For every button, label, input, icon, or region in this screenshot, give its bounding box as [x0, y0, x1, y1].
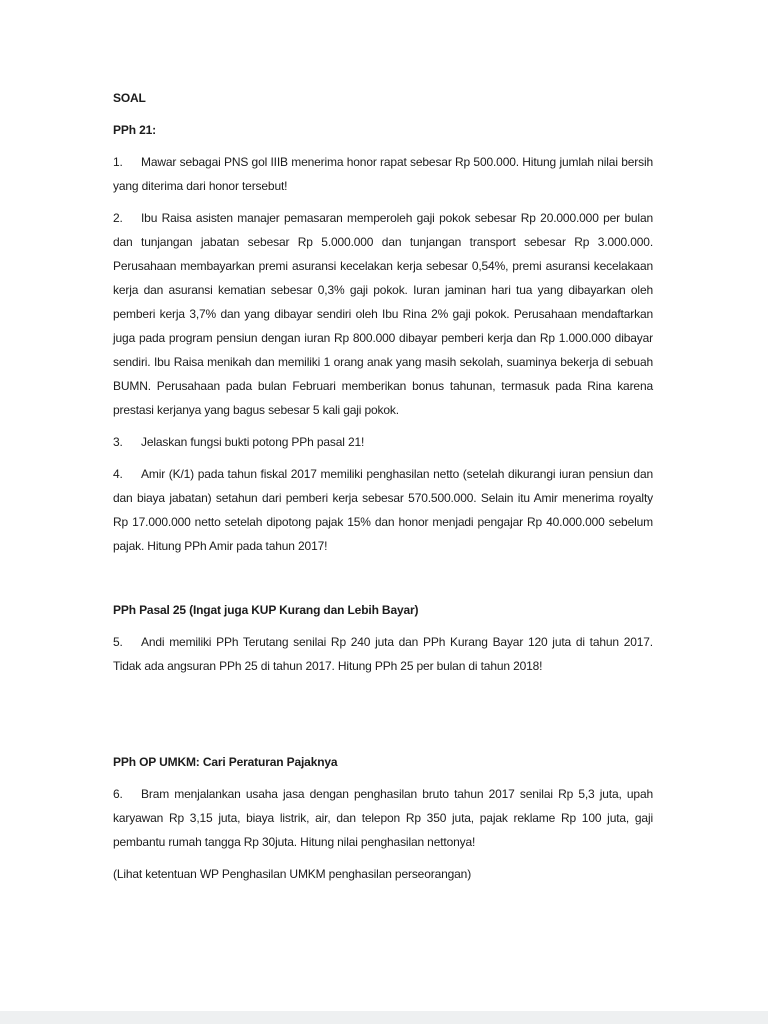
numbered-item — [113, 150, 653, 198]
page-bottom-edge — [0, 1011, 768, 1024]
document-content — [113, 86, 653, 894]
section-heading: PPh Pasal 25 (Ingat juga KUP Kurang dan Lebih Bayar) — [113, 603, 419, 617]
item-text: Jelaskan fungsi bukti potong PPh pasal 21! — [141, 435, 365, 449]
item-number: 6. — [113, 787, 123, 801]
numbered-item — [113, 206, 653, 422]
item-number: 2. — [113, 211, 123, 225]
item-number: 5. — [113, 635, 123, 649]
numbered-item — [113, 430, 653, 454]
numbered-item — [113, 462, 653, 558]
item-text: Andi memiliki PPh Terutang senilai Rp 240 juta dan PPh Kurang Bayar 120 juta di tahun 2017. Tidak ada angsuran PPh 25 di tahun 2017. Hitung PPh 25 per bulan di tahun 2018! — [113, 635, 653, 673]
paragraph-spacer — [113, 686, 653, 750]
note-paragraph: (Lihat ketentuan WP Penghasilan UMKM penghasilan perseorangan) — [113, 867, 472, 881]
item-number: 1. — [113, 155, 123, 169]
document-title: SOAL — [113, 91, 146, 105]
item-text: Mawar sebagai PNS gol IIIB menerima honor rapat sebesar Rp 500.000. Hitung jumlah nilai bersih yang diterima dari honor tersebut! — [113, 155, 653, 193]
item-number: 4. — [113, 467, 123, 481]
section-heading: PPh OP UMKM: Cari Peraturan Pajaknya — [113, 755, 338, 769]
numbered-item — [113, 630, 653, 678]
item-text: Amir (K/1) pada tahun fiskal 2017 memiliki penghasilan netto (setelah dikurangi iuran pensiun dan dan biaya jabatan) setahun dari pemberi kerja sebesar 570.500.000. Selain itu Amir menerima royalty Rp 17.000.000 netto setelah dipotong pajak 15% dan honor menjadi pengajar Rp 40.000.000 sebelum pajak. Hitung PPh Amir pada tahun 2017! — [113, 467, 653, 553]
item-text: Bram menjalankan usaha jasa dengan penghasilan bruto tahun 2017 senilai Rp 5,3 juta, upah karyawan Rp 3,15 juta, biaya listrik, air, dan telepon Rp 350 juta, pajak reklame Rp 100 juta, gaji pembantu rumah tangga Rp 30juta. Hitung nilai penghasilan nettonya! — [113, 787, 653, 849]
numbered-item — [113, 782, 653, 854]
item-text: Ibu Raisa asisten manajer pemasaran memperoleh gaji pokok sebesar Rp 20.000.000 per bulan dan tunjangan jabatan sebesar Rp 5.000.000 dan tunjangan transport sebesar Rp 3.000.000. Perusahaan membayarkan premi asuransi kecelakan kerja sebesar 0,54%, premi asuransi kecelakaan kerja dan asuransi kematian sebesar 0,3% gaji pokok. Iuran jaminan hari tua yang dibayarkan oleh pemberi kerja 3,7% dan yang dibayar sendiri oleh Ibu Rina 2% gaji pokok. Perusahaan mendaftarkan juga pada program pensiun dengan iuran Rp 800.000 dibayar pemberi kerja dan Rp 1.000.000 dibayar sendiri. Ibu Raisa menikah dan memiliki 1 orang anak yang masih sekolah, suaminya bekerja di sebuah BUMN. Perusahaan pada bulan Februari memberikan bonus tahunan, termasuk pada Rina karena prestasi kerjanya yang bagus sebesar 5 kali gaji pokok. — [113, 211, 653, 417]
section-heading: PPh 21: — [113, 123, 156, 137]
paragraph-spacer — [113, 566, 653, 598]
item-number: 3. — [113, 435, 123, 449]
